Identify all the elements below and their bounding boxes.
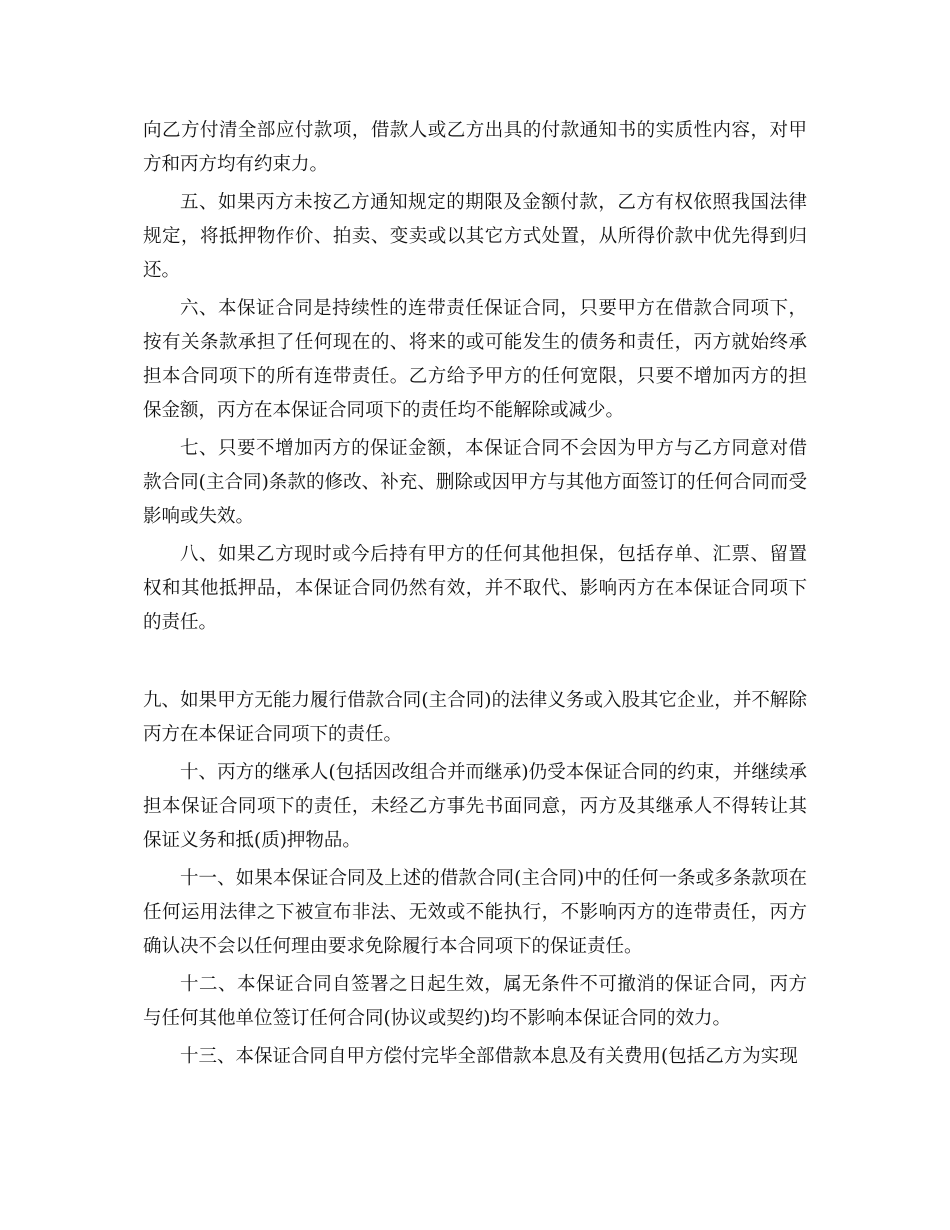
clause-13: 十三、本保证合同自甲方偿付完毕全部借款本息及有关费用(包括乙方为实现 [180, 1046, 798, 1067]
clause-10: 十、丙方的继承人(包括因改组合并而继承)仍受本保证合同的约束，并继续承担本保证合同项下的责任，未经乙方事先书面同意，丙方及其继承人不得转让其保证义务和抵(质)押物品。 [143, 762, 807, 851]
clause-8: 八、如果乙方现时或今后持有甲方的任何其他担保，包括存单、汇票、留置权和其他抵押品，本保证合同仍然有效，并不取代、影响丙方在本保证合同项下的责任。 [143, 544, 807, 633]
clause-12: 十二、本保证合同自签署之日起生效，属无条件不可撤消的保证合同，丙方与任何其他单位签订任何合同(协议或契约)均不影响本保证合同的效力。 [143, 974, 807, 1029]
clause-7: 七、只要不增加丙方的保证金额，本保证合同不会因为甲方与乙方同意对借款合同(主合同)条款的修改、补充、删除或因甲方与其他方面签订的任何合同而受影响或失效。 [143, 438, 807, 527]
clause-5: 五、如果丙方未按乙方通知规定的期限及金额付款，乙方有权依照我国法律规定，将抵押物作价、拍卖、变卖或以其它方式处置，从所得价款中优先得到归还。 [143, 192, 807, 281]
document-body [143, 114, 807, 1078]
clause-6: 六、本保证合同是持续性的连带责任保证合同，只要甲方在借款合同项下，按有关条款承担了任何现在的、将来的或可能发生的债务和责任，丙方就始终承担本合同项下的所有连带责任。乙方给予甲方的任何宽限，只要不增加丙方的担保金额，丙方在本保证合同项下的责任均不能解除或减少。 [143, 298, 807, 421]
clause-11: 十一、如果本保证合同及上述的借款合同(主合同)中的任何一条或多条款项在任何运用法律之下被宣布非法、无效或不能执行，不影响丙方的连带责任，丙方确认决不会以任何理由要求免除履行本合同项下的保证责任。 [143, 868, 807, 957]
clause-9: 九、如果甲方无能力履行借款合同(主合同)的法律义务或入股其它企业，并不解除丙方在本保证合同项下的责任。 [143, 690, 807, 745]
paragraph-continuation: 向乙方付清全部应付款项，借款人或乙方出具的付款通知书的实质性内容，对甲方和丙方均有约束力。 [143, 120, 807, 175]
